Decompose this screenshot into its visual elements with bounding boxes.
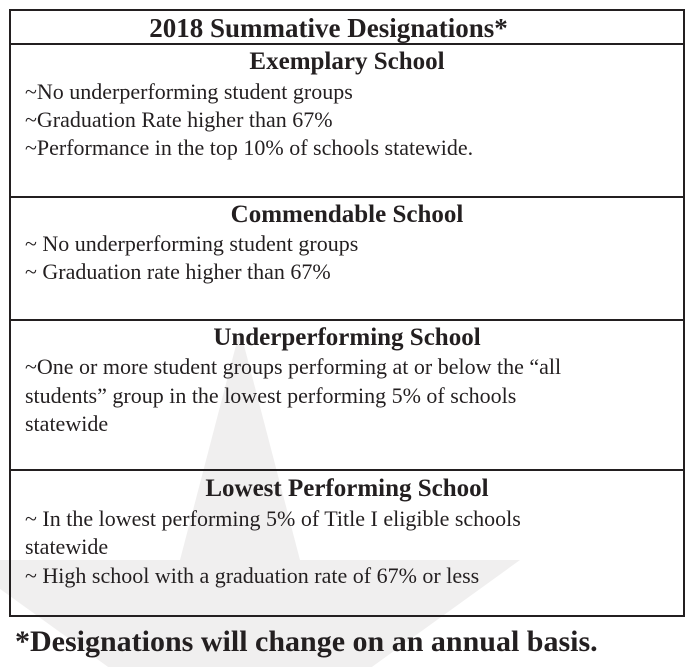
section-heading: Commendable School [230,201,464,228]
section-line: ~ Graduation rate higher than 67% [25,259,331,284]
section-line: ~Performance in the top 10% of schools statewide. [25,135,474,160]
section-heading: Underperforming School [213,324,481,351]
section-underperforming [11,321,683,471]
section-line: ~One or more student groups performing at or below the “all [25,354,562,379]
designations-table [9,9,685,617]
section-line: ~ No underperforming student groups [25,231,359,256]
section-line: ~No underperforming student groups [25,79,353,104]
footnote: *Designations will change on an annual basis. [15,625,598,658]
section-line: ~ High school with a graduation rate of 67% or less [25,563,480,588]
section-line: ~Graduation Rate higher than 67% [25,107,333,132]
section-exemplary [11,45,683,198]
title-row [11,11,683,45]
section-line: ~ In the lowest performing 5% of Title I eligible schools [25,506,521,531]
section-line: statewide [25,534,109,559]
section-heading: Exemplary School [249,48,445,75]
section-line: statewide [25,411,109,436]
table-title: 2018 Summative Designations* [149,13,508,43]
section-line: students” group in the lowest performing 5% of schools [25,383,517,408]
section-heading: Lowest Performing School [205,475,489,502]
section-commendable [11,198,683,321]
section-lowest-performing [11,471,683,615]
